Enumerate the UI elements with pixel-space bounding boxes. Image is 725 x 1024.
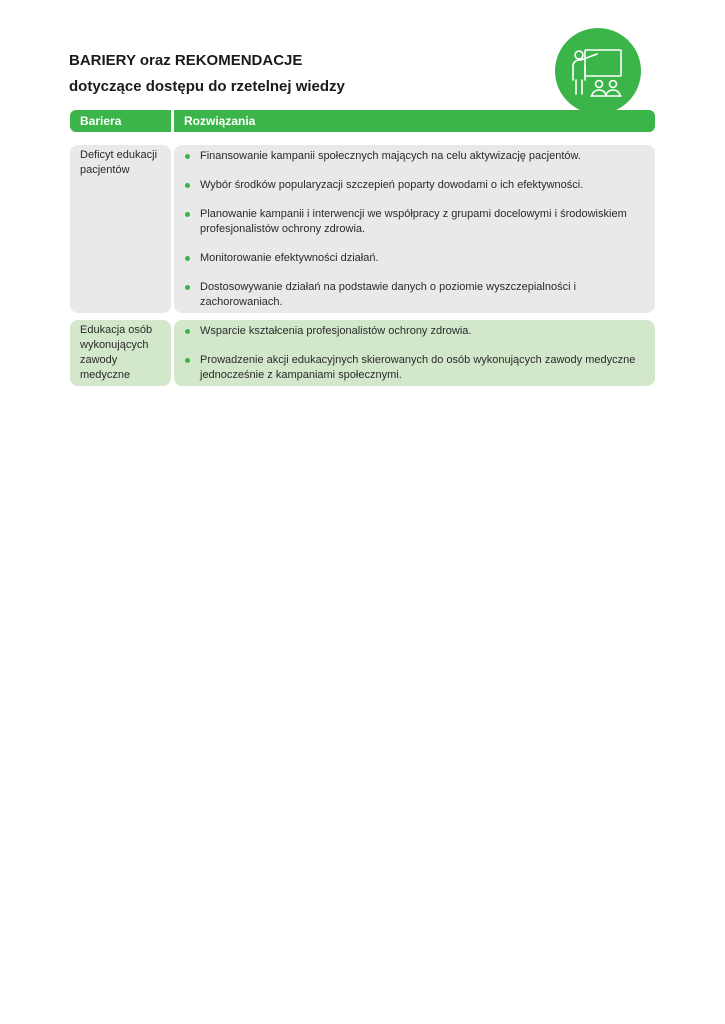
list-item: Prowadzenie akcji edukacyjnych skierowanych do osób wykonujących zawody medyczne jednocześnie z kampaniami społecznymi. <box>182 353 647 383</box>
solutions-list <box>182 324 647 383</box>
list-item: Wsparcie kształcenia profesjonalistów ochrony zdrowia. <box>182 324 647 339</box>
title-line-1: BARIERY oraz REKOMENDACJE <box>69 52 303 69</box>
list-item: Planowanie kampanii i interwencji we współpracy z grupami docelowymi i środowiskiem profesjonalistów ochrony zdrowia. <box>182 207 647 237</box>
title-line-2: dotyczące dostępu do rzetelnej wiedzy <box>69 78 345 95</box>
header-solutions: Rozwiązania <box>174 110 655 132</box>
page-title <box>69 48 345 100</box>
solutions-cell <box>174 320 655 386</box>
list-item: Wybór środków popularyzacji szczepień poparty dowodami o ich efektywności. <box>182 178 647 193</box>
list-item: Monitorowanie efektywności działań. <box>182 251 647 266</box>
list-item: Finansowanie kampanii społecznych mających na celu aktywizację pacjentów. <box>182 149 647 164</box>
barrier-cell: Edukacja osób wykonujących zawody medyczne <box>70 320 171 386</box>
list-item: Dostosowywanie działań na podstawie danych o poziomie wyszczepialności i zachorowaniach. <box>182 280 647 310</box>
solutions-cell <box>174 145 655 313</box>
presentation-teacher-icon <box>555 28 641 114</box>
header-barrier: Bariera <box>70 110 171 132</box>
barrier-cell: Deficyt edukacji pacjentów <box>70 145 171 313</box>
solutions-list <box>182 149 647 310</box>
